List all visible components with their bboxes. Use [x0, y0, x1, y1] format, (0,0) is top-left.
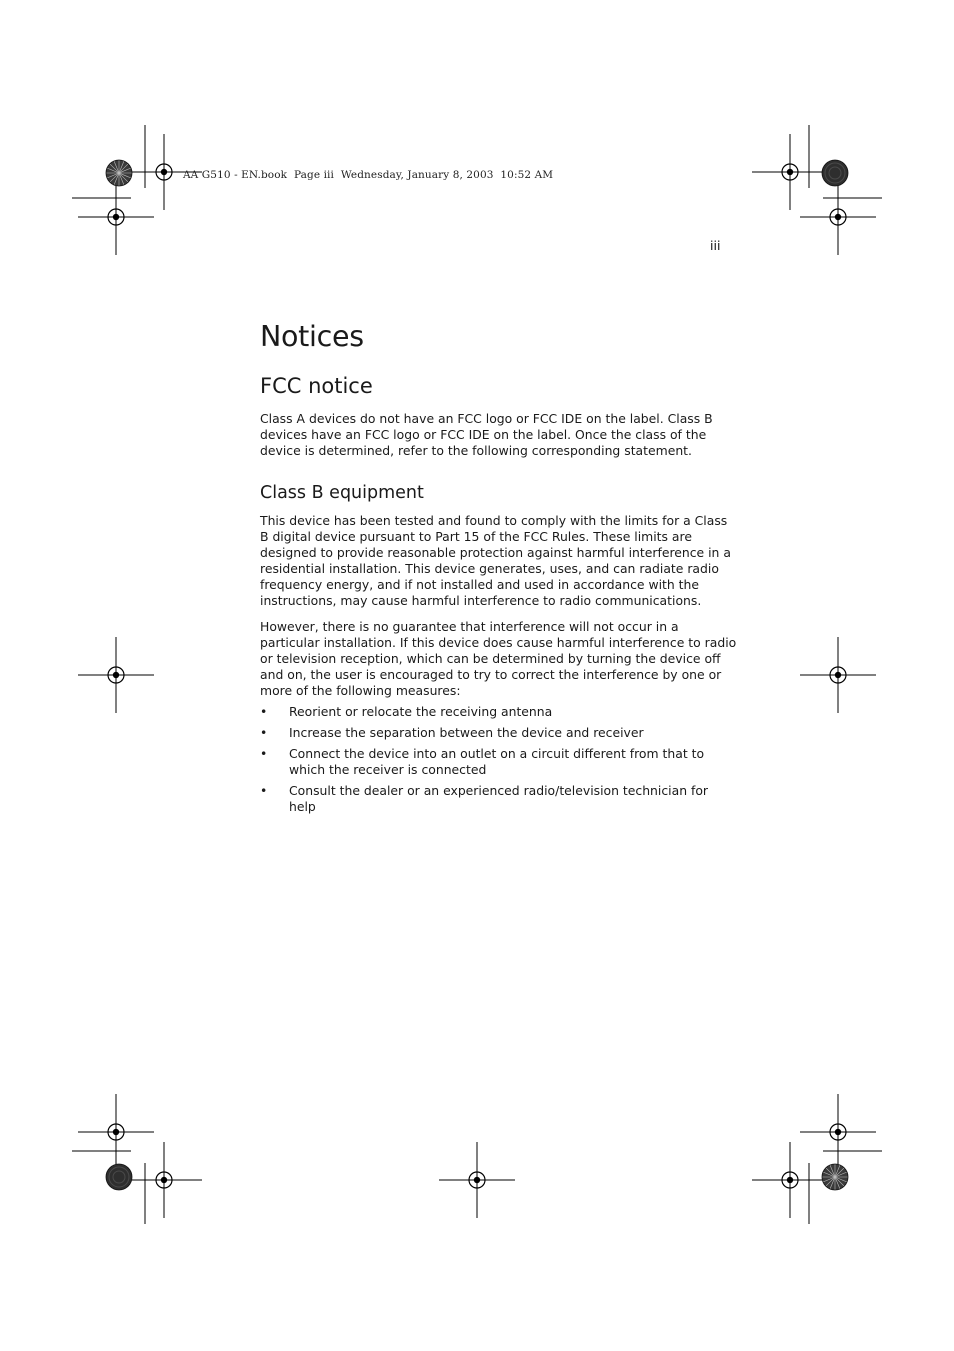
list-item [260, 725, 738, 741]
class-b-paragraph-2: However, there is no guarantee that interference will not occur in a particular installation. If this device does cause harmful interference to radio or television reception, which can be determined by turning the device off and on, the user is encouraged to try to correct the interference by one or more of the following measures: [260, 619, 737, 698]
bullet-icon: • [260, 746, 268, 761]
list-item-text: Increase the separation between the device and receiver [289, 725, 644, 740]
page-number: iii [710, 238, 721, 253]
class-b-heading: Class B equipment [260, 483, 424, 503]
list-item [260, 746, 738, 778]
fcc-intro-paragraph: Class A devices do not have an FCC logo or FCC IDE on the label. Class B devices have an FCC logo or FCC IDE on the label. Once the class of the device is determined, refer to the following corresponding statement. [260, 411, 713, 458]
class-b-paragraph-1: This device has been tested and found to comply with the limits for a Class B digital device pursuant to Part 15 of the FCC Rules. These limits are designed to provide reasonable protection against harmful interference in a residential installation. This device generates, uses, and can radiate radio frequency energy, and if not installed and used in accordance with the instructions, may cause harmful interference to radio communications. [260, 513, 731, 608]
bullet-icon: • [260, 783, 268, 798]
list-item [260, 704, 738, 720]
fcc-notice-heading: FCC notice [260, 374, 373, 398]
page-title: Notices [260, 320, 364, 353]
bullet-icon: • [260, 725, 268, 740]
print-slug: AA G510 - EN.book Page iii Wednesday, January 8, 2003 10:52 AM [183, 169, 554, 181]
list-item [260, 783, 738, 815]
list-item-text: Consult the dealer or an experienced radio/television technician for help [289, 783, 709, 814]
list-item-text: Reorient or relocate the receiving antenna [289, 704, 553, 719]
page-content [260, 318, 738, 815]
measures-list [260, 704, 738, 815]
bullet-icon: • [260, 704, 268, 719]
list-item-text: Connect the device into an outlet on a circuit different from that to which the receiver is connected [289, 746, 705, 777]
